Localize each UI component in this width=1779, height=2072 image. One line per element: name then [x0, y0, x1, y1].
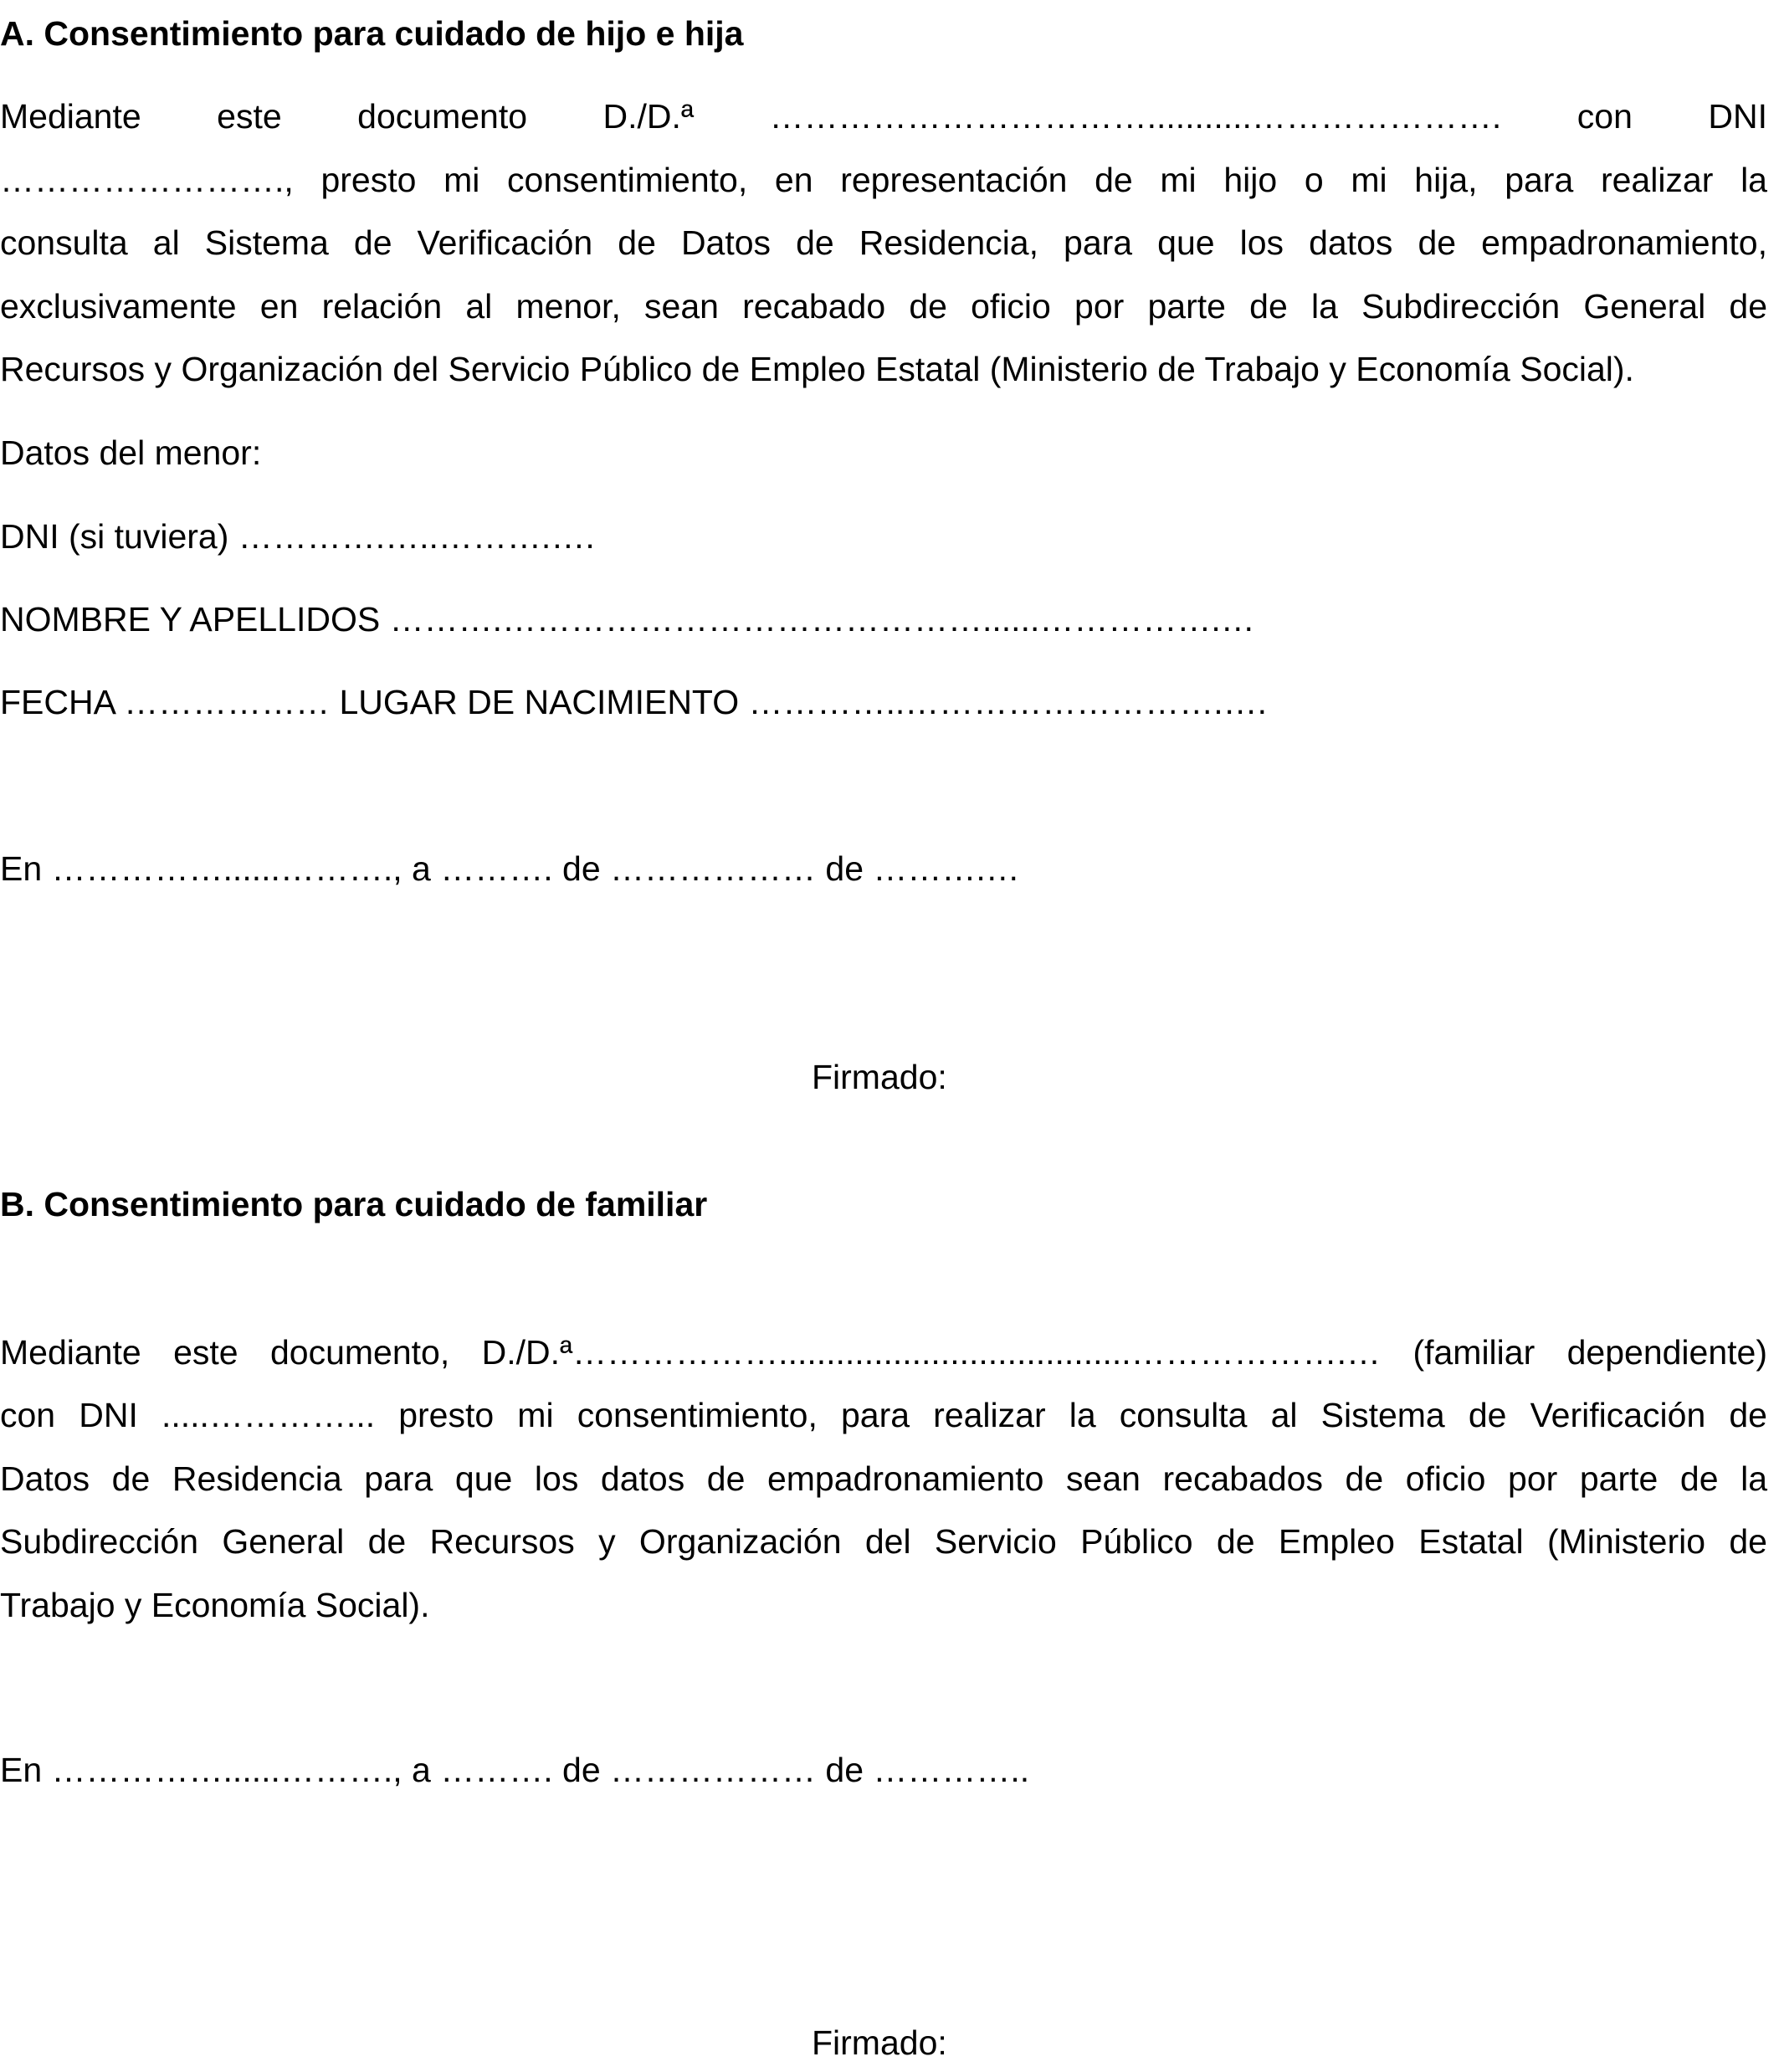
section-b-paragraph-line-1: Mediante este documento, D./D.ª……………….....................................……………….… (familiar dependiente): [0, 1333, 1767, 1372]
section-b-title: B. Consentimiento para cuidado de familiar: [0, 1185, 708, 1223]
minor-dni-field: DNI (si tuviera) ………….…..……….….: [0, 517, 595, 556]
section-a-paragraph-line-1: Mediante este documento D./D.ª ……………………………...........…………………. con DNI: [0, 97, 1767, 136]
minor-data-label: Datos del menor:: [0, 433, 262, 472]
section-b-paragraph-line-3: Datos de Residencia para que los datos de empadronamiento sean recabados de oficio por parte de la: [0, 1459, 1767, 1498]
section-b-paragraph-line-4: Subdirección General de Recursos y Organización del Servicio Público de Empleo Estatal (Ministerio de: [0, 1522, 1767, 1561]
section-b-signature-label: Firmado:: [812, 2023, 947, 2062]
section-b-place-date: En ……………......………., a ………. de ……………… de …………..: [0, 1751, 1030, 1789]
minor-birth-field: FECHA ……………… LUGAR DE NACIMIENTO …………..……………………….….: [0, 683, 1268, 721]
section-a-signature-label: Firmado:: [812, 1058, 947, 1096]
section-a-paragraph-line-2: ……………………., presto mi consentimiento, en representación de mi hijo o mi hija, para realizar la: [0, 161, 1767, 199]
section-a-paragraph-line-4: exclusivamente en relación al menor, sean recabado de oficio por parte de la Subdirección General de: [0, 287, 1767, 326]
section-b-paragraph-line-2: con DNI .....…………... presto mi consentimiento, para realizar la consulta al Sistema de Verificación de: [0, 1396, 1767, 1434]
minor-name-field: NOMBRE Y APELLIDOS ……….……………………………………......…………….…: [0, 600, 1255, 639]
section-a-place-date: En ……………......………., a ………. de ……………… de ……….…: [0, 849, 1020, 888]
section-a-title: A. Consentimiento para cuidado de hijo e hija: [0, 14, 744, 53]
section-a-paragraph-line-3: consulta al Sistema de Verificación de Datos de Residencia, para que los datos de empadronamiento,: [0, 223, 1767, 262]
section-a-paragraph-line-5: Recursos y Organización del Servicio Público de Empleo Estatal (Ministerio de Trabajo y Economía Social).: [0, 350, 1634, 388]
section-b-paragraph-line-5: Trabajo y Economía Social).: [0, 1586, 430, 1624]
